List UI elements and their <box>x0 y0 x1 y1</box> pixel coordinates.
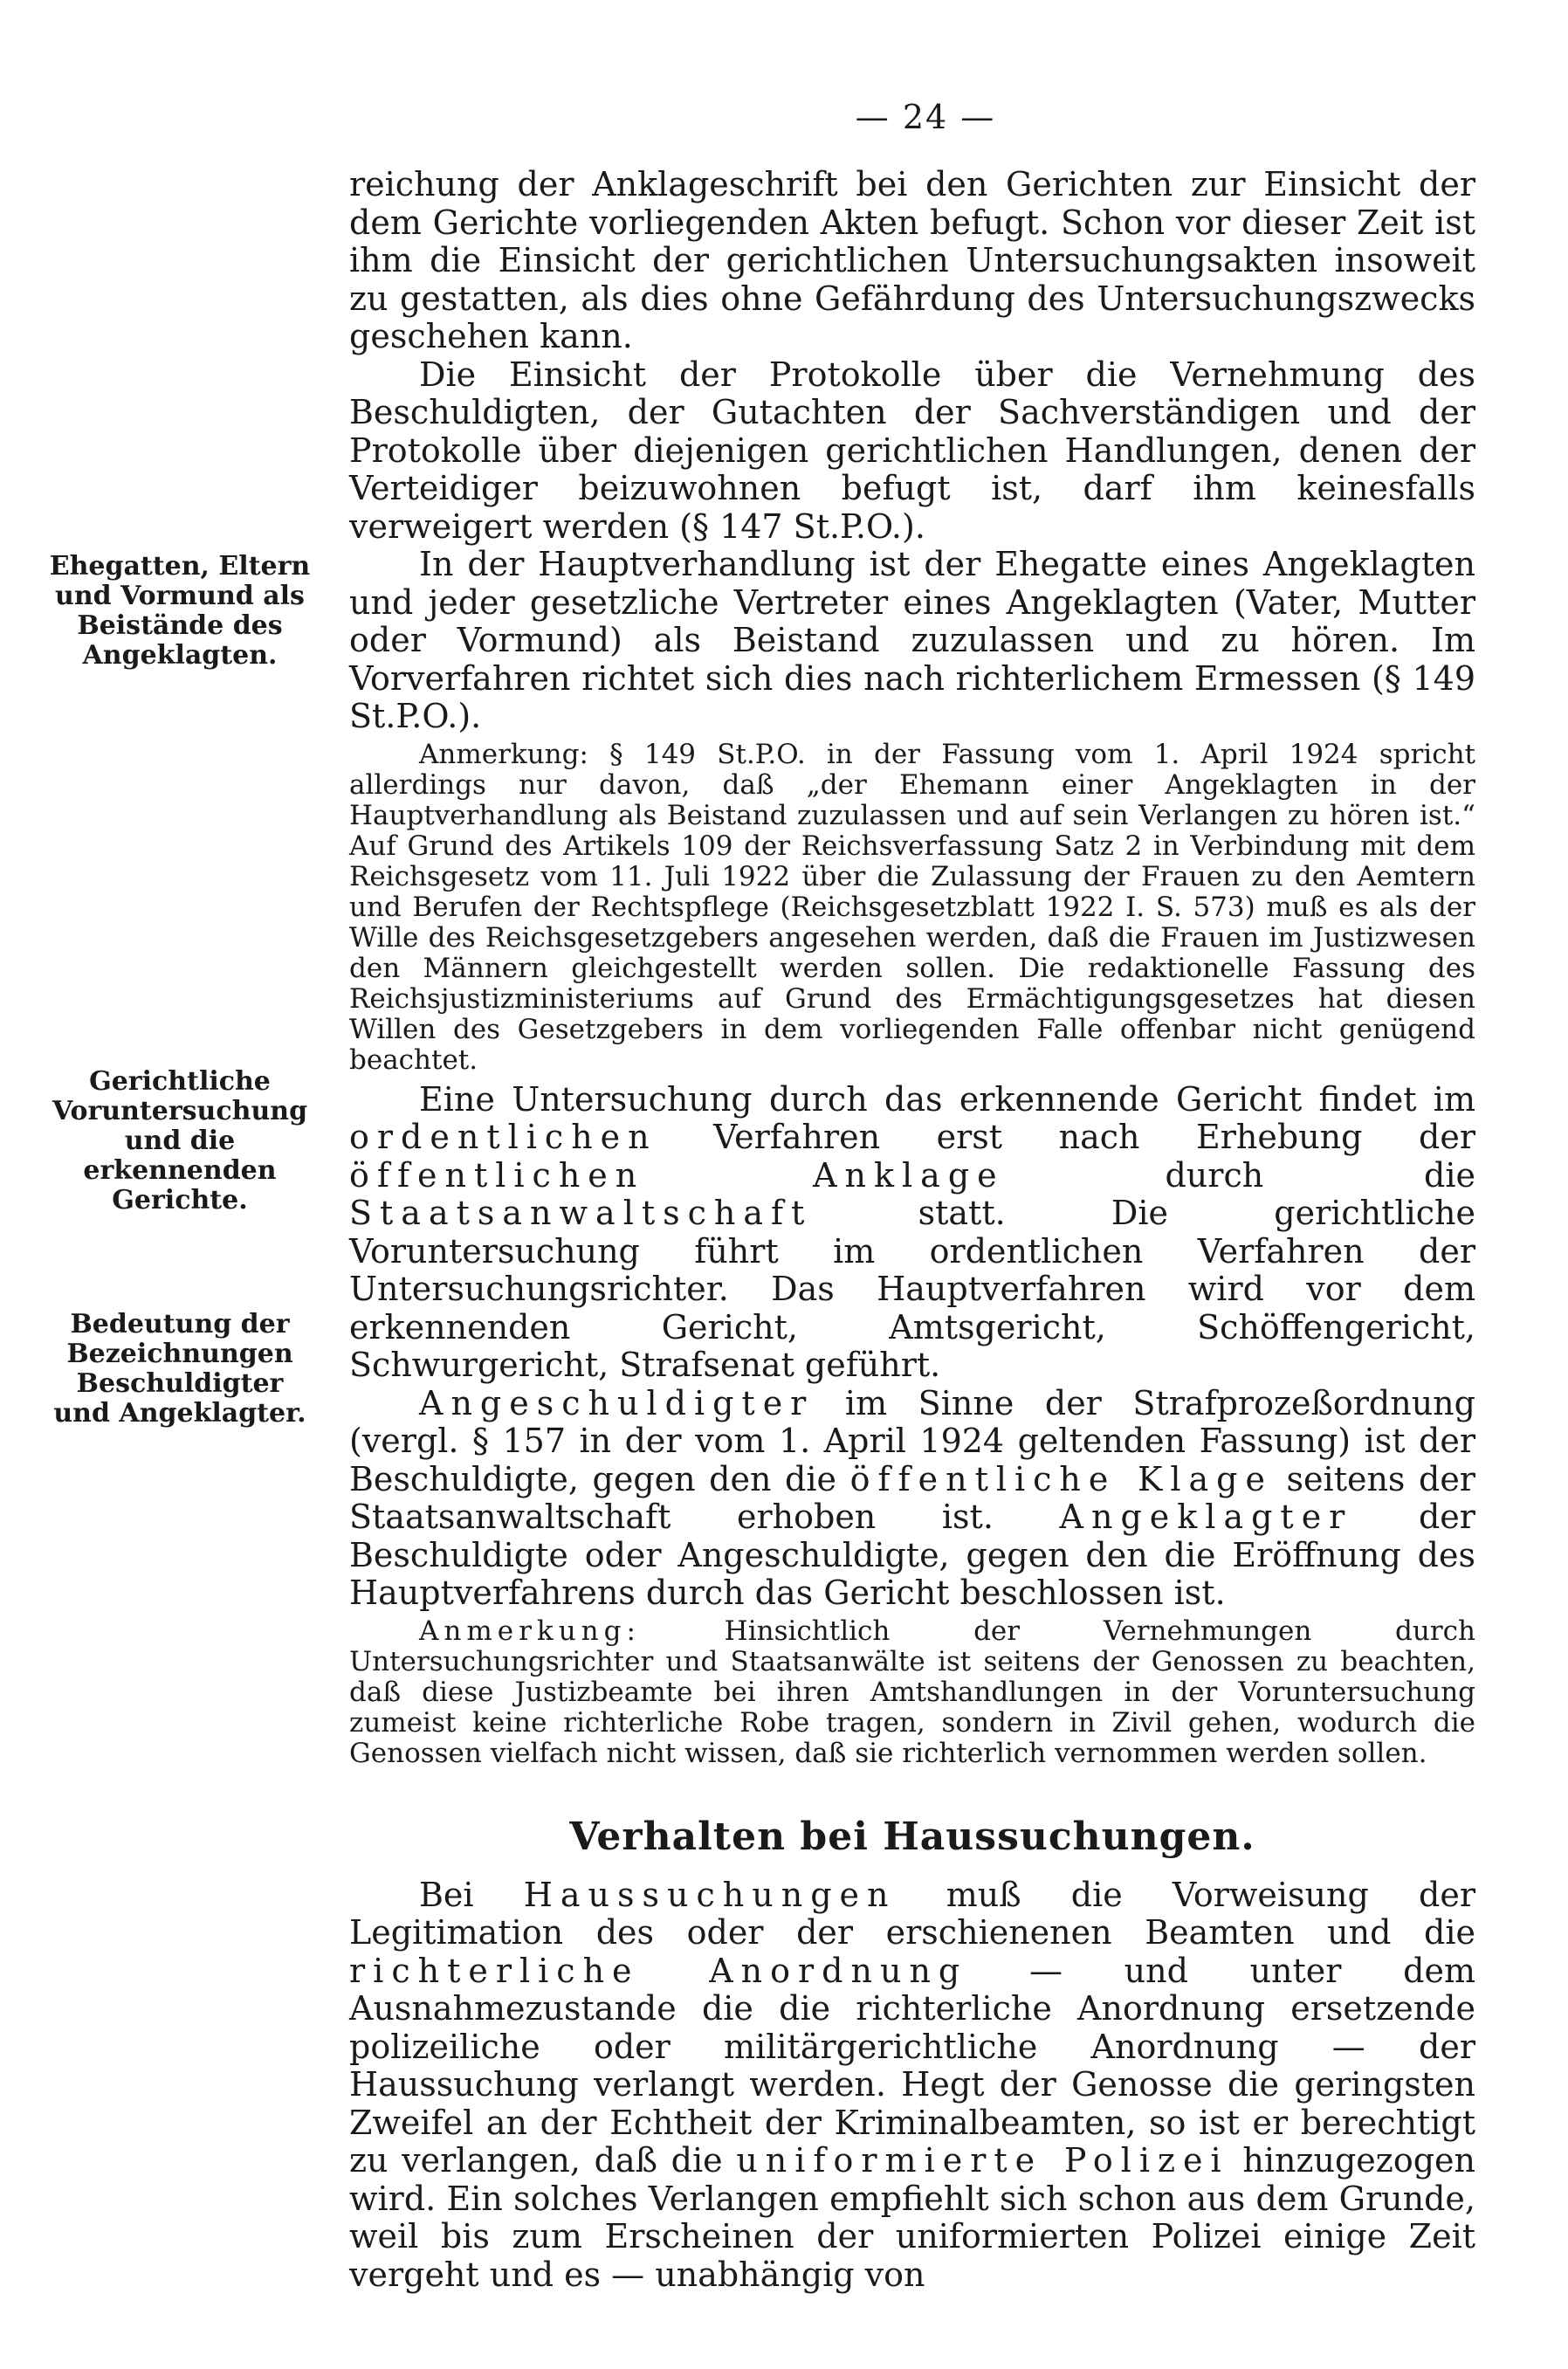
text-run: muß die Vorweisung der Legitimation des oder der erschienenen Beamten und die <box>349 1875 1475 1952</box>
section-heading: Verhalten bei Haussuchungen. <box>569 1814 1255 1859</box>
text-run: — und unter dem Ausnahmezustande die die richterliche Anordnung ersetzende polizeiliche oder militärgerichtliche Anordnung — der Haussuchung verlangt werden. Hegt der Genosse die geringsten Zweifel an der Echtheit der Kriminalbeamten, so ist er berechtigt zu verlangen, daß die <box>349 1951 1475 2180</box>
sidenote-beistaende: Ehegatten, Eltern und Vormund als Beistände des Angeklagten. <box>49 551 311 671</box>
text-run: Verfahren erst nach Erhebung der <box>713 1118 1475 1156</box>
text-run: hinzugezogen wird. Ein solches Verlangen empfiehlt sich schon aus dem Grunde, weil bis zum Erscheinen der uniformierten Polizei einige Zeit vergeht und es — unabhängig von <box>349 2141 1475 2294</box>
text-run: durch die <box>1165 1155 1475 1195</box>
spaced-term: Haussuchungen <box>523 1875 897 1914</box>
note-vernehmungen <box>349 1616 1475 1769</box>
sidenote-voruntersuchung: Gerichtliche Voruntersuchung und die erkennenden Gerichte. <box>52 1066 308 1215</box>
note-label: Anmerkung: <box>419 1615 641 1647</box>
spaced-term: richterliche Anordnung <box>349 1951 968 1990</box>
paragraph-akteneinsicht: reichung der Anklageschrift bei den Gerichten zur Einsicht der dem Gerichte vorliegenden Akten befugt. Schon vor dieser Zeit ist ihm die Einsicht der gerichtlichen Untersuchungsakten insoweit zu gestatten, als dies ohne Gefährdung des Untersuchungszwecks geschehen kann. <box>349 165 1475 355</box>
paragraph-protokolle: Die Einsicht der Protokolle über die Vernehmung des Beschuldigten, der Gutachten der Sachverständigen und der Protokolle über diejenigen gerichtlichen Handlungen, denen der Verteidiger beizuwohnen befugt ist, darf ihm keinesfalls verweigert werden (§ 147 St.P.O.). <box>349 355 1475 546</box>
text-run: statt. Die gerichtliche Voruntersuchung führt im ordentlichen Verfahren der Untersuchungsrichter. Das Hauptverfahren wird vor dem erkennenden Gericht, Amtsgericht, Schöffengericht, Schwurgericht, Strafsenat geführt. <box>349 1194 1475 1384</box>
sidenote-bezeichnungen: Bedeutung der Bezeichnungen Beschuldigter und Angeklagter. <box>53 1309 306 1429</box>
main-text <box>349 166 1475 2294</box>
text-run: der Beschuldigte oder Angeschuldigte, gegen den die Eröffnung des Hauptverfahrens durch das Gericht beschlossen ist. <box>349 1498 1475 1612</box>
text-run: Eine Untersuchung durch das erkennende Gericht findet im <box>419 1079 1475 1119</box>
text-run: Hinsichtlich der Vernehmungen durch Untersuchungsrichter und Staatsanwälte ist seitens der Genossen zu beachten, daß diese Justizbeamte bei ihren Amtshandlungen in der Voruntersuchung zumeist keine richterliche Robe tragen, sondern in Zivil gehen, wodurch die Genossen vielfach nicht wissen, daß sie richterlich vernommen werden sollen. <box>349 1615 1476 1769</box>
paragraph-angeschuldigter <box>349 1385 1475 1613</box>
spaced-term: öffentliche Klage <box>849 1459 1273 1498</box>
spaced-term: Angeschuldigter <box>419 1383 815 1422</box>
spaced-term: ordentlichen <box>349 1118 657 1156</box>
spaced-term: Angeklagter <box>1059 1498 1353 1536</box>
spaced-term: uniformierte Polizei <box>736 2141 1229 2180</box>
text-run: Bei <box>419 1875 474 1914</box>
text-run: seitens der Staatsanwaltschaft erhoben ist. <box>349 1459 1475 1536</box>
paragraph-haussuchungen <box>349 1877 1475 2295</box>
paragraph-untersuchung <box>349 1081 1475 1385</box>
spaced-term: öffentlichen Anklage <box>349 1155 1005 1195</box>
paragraph-hauptverhandlung: In der Hauptverhandlung ist der Ehegatte eines Angeklagten und jeder gesetzliche Vertreter eines Angeklagten (Vater, Mutter oder Vormund) als Beistand zuzulassen und zu hören. Im Vorverfahren richtet sich dies nach richterlichem Ermessen (§ 149 St.P.O.). <box>349 545 1475 735</box>
page-number: — 24 — <box>855 98 996 136</box>
spaced-term: Staatsanwaltschaft <box>349 1194 813 1232</box>
note-paragraph-149: Anmerkung: § 149 St.P.O. in der Fassung vom 1. April 1924 spricht allerdings nur davon, daß „der Ehemann einer Angeklagten in der Hauptverhandlung als Beistand zuzulassen und auf sein Verlangen zu hören ist.“ Auf Grund des Artikels 109 der Reichsverfassung Satz 2 in Verbindung mit dem Reichsgesetz vom 11. Juli 1922 über die Zulassung der Frauen zu den Aemtern und Berufen der Rechtspflege (Reichsgesetzblatt 1922 I. S. 573) muß es als der Wille des Reichsgesetzgebers angesehen werden, daß die Frauen im Justizwesen den Männern gleichgestellt werden sollen. Die redaktionelle Fassung des Reichsjustizministeriums auf Grund des Ermächtigungsgesetzes hat diesen Willen des Gesetzgebers in dem vorliegenden Falle offenbar nicht genügend beachtet. <box>349 738 1475 1076</box>
text-run: im Sinne der Strafprozeßordnung (vergl. § 157 in der vom 1. April 1924 geltenden Fassung) ist der Beschuldigte, gegen den die <box>349 1383 1475 1498</box>
